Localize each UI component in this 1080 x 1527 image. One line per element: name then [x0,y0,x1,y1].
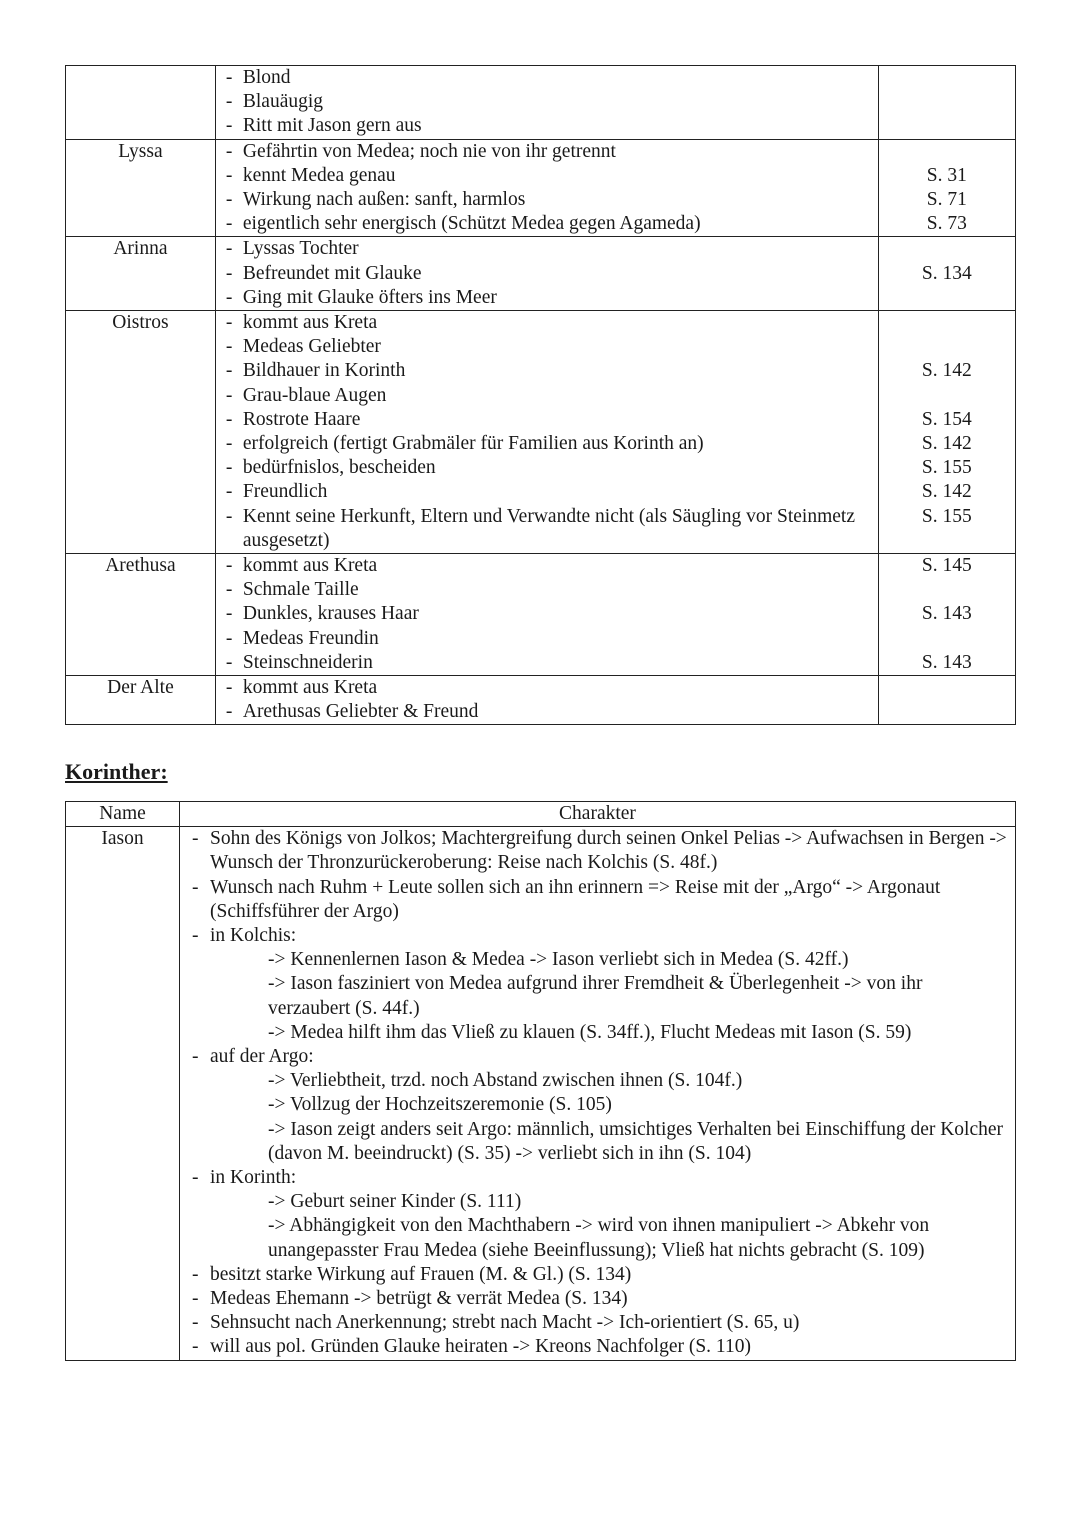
page-reference [879,114,1015,138]
sub-point: -> Iason fasziniert von Medea aufgrund ihrer Fremdheit & Überlegenheit -> von ihr verzaubert (S. 44f.) [268,973,923,1019]
character-name [66,66,216,140]
trait-item: - kommt aus Kreta [226,676,878,700]
trait-item: - Medeas Freundin [226,627,878,651]
trait-item: - Wirkung nach außen: sanft, harmlos [226,188,878,212]
page-reference: S. 142 [921,481,972,503]
page-references [878,311,1015,554]
page-reference: S. 142 [921,360,972,382]
trait-item: - Blond [226,66,878,90]
trait-item: - Dunkles, krauses Haar [226,602,878,626]
table-row [66,66,1016,140]
character-traits [215,676,878,725]
character-traits [215,139,878,237]
character-name: Der Alte [66,676,216,725]
page-reference: S. 134 [921,262,972,284]
trait-item: - Rostrote Haare [226,408,878,432]
trait-bullet: - Sehnsucht nach Anerkennung; strebt nach Macht -> Ich-orientiert (S. 65, u) [188,1311,1007,1335]
characters-table-continued [65,65,1016,725]
page-reference: S. 155 [921,457,972,479]
page-references [878,676,1015,725]
trait-item: - Freundlich [226,480,878,504]
character-name: Lyssa [66,139,216,237]
sub-point: -> Vollzug der Hochzeitszeremonie (S. 105) [268,1094,612,1116]
table-row [66,237,1016,311]
table-row [66,676,1016,725]
trait-item: - erfolgreich (fertigt Grabmäler für Familien aus Korinth an) [226,432,878,456]
trait-item: - kennt Medea genau [226,164,878,188]
trait-item: - Steinschneiderin [226,651,878,675]
page-reference: S. 145 [921,555,972,577]
page-reference [879,90,1015,114]
page-reference [879,384,1015,408]
trait-bullet: - besitzt starke Wirkung auf Frauen (M. & Gl.) (S. 134) [188,1263,1007,1287]
header-name: Name [66,802,180,827]
trait-item: - Schmale Taille [226,578,878,602]
page-reference [879,676,1015,700]
trait-item: - Befreundet mit Glauke [226,262,878,286]
character-description [180,827,1016,1360]
character-name: Arethusa [66,554,216,676]
page-reference [879,286,1015,310]
character-name: Iason [66,827,180,1360]
section-heading-korinther: Korinther: [65,759,168,784]
table-row [66,554,1016,676]
table-row [66,139,1016,237]
trait-item: - Ritt mit Jason gern aus [226,114,878,138]
trait-bullet: - Wunsch nach Ruhm + Leute sollen sich an ihn erinnern => Reise mit der „Argo“ -> Argonaut (Schiffsführer der Argo) [188,876,1007,924]
table-row-iason [66,827,1016,1360]
page-reference [879,140,1015,164]
trait-item: - Kennt seine Herkunft, Eltern und Verwandte nicht (als Säugling vor Steinmetz ausgesetzt) [226,505,878,553]
trait-item: - Ging mit Glauke öfters ins Meer [226,286,878,310]
trait-item: - Bildhauer in Korinth [226,359,878,383]
sub-point: -> Medea hilft ihm das Vließ zu klauen (S. 34ff.), Flucht Medeas mit Iason (S. 59) [268,1021,912,1043]
sub-point: -> Abhängigkeit von den Machthabern -> wird von ihnen manipuliert -> Abkehr von unangepasster Frau Medea (siehe Beeinflussung); Vließ hat nichts gebracht (S. 109) [268,1215,930,1261]
trait-item: - kommt aus Kreta [226,311,878,335]
character-traits [215,311,878,554]
table-row [66,311,1016,554]
trait-item: - bedürfnislos, bescheiden [226,456,878,480]
page-reference: S. 143 [921,651,972,673]
trait-bullet: - Sohn des Königs von Jolkos; Machtergreifung durch seinen Onkel Pelias -> Aufwachsen in Bergen -> Wunsch der Thronzurückeroberung: Reise nach Kolchis (S. 48f.) [188,827,1007,875]
page-reference [879,700,1015,724]
table-header-row [66,802,1016,827]
character-traits [215,237,878,311]
page-references [878,554,1015,676]
page-reference [879,335,1015,359]
page-references [878,139,1015,237]
trait-item: - Arethusas Geliebter & Freund [226,700,878,724]
character-traits [215,66,878,140]
page-reference [879,66,1015,90]
page-references [878,66,1015,140]
trait-item: - Lyssas Tochter [226,237,878,261]
page-reference [879,311,1015,335]
sub-point: -> Iason zeigt anders seit Argo: männlich, umsichtiges Verhalten bei Einschiffung der Kolcher (davon M. beeindruckt) (S. 35) -> verliebt sich in ihn (S. 104) [268,1118,1004,1164]
trait-item: - Medeas Geliebter [226,335,878,359]
page-references [878,237,1015,311]
trait-bullet: - will aus pol. Gründen Glauke heiraten -> Kreons Nachfolger (S. 110) [188,1335,1007,1359]
trait-bullet: - in Kolchis: [188,924,1007,948]
page-reference: S. 73 [926,213,967,235]
page-reference: S. 31 [926,164,967,186]
page-reference: S. 142 [921,432,972,454]
sub-point: -> Verliebtheit, trzd. noch Abstand zwischen ihnen (S. 104f.) [268,1070,743,1092]
page-reference [879,237,1015,261]
trait-item: - Grau-blaue Augen [226,384,878,408]
character-traits [215,554,878,676]
page-reference [879,627,1015,651]
trait-item: - kommt aus Kreta [226,554,878,578]
trait-item: - Blauäugig [226,90,878,114]
page-reference: S. 71 [926,188,967,210]
header-character: Charakter [180,802,1016,827]
page-reference: S. 143 [921,603,972,625]
page-reference: S. 155 [921,505,972,527]
character-name: Oistros [66,311,216,554]
trait-bullet: - Medeas Ehemann -> betrügt & verrät Medea (S. 134) [188,1287,1007,1311]
character-name: Arinna [66,237,216,311]
trait-item: - Gefährtin von Medea; noch nie von ihr getrennt [226,140,878,164]
trait-bullet: - in Korinth: [188,1166,1007,1190]
trait-bullet: - auf der Argo: [188,1045,1007,1069]
korinther-table [65,801,1016,1361]
sub-point: -> Geburt seiner Kinder (S. 111) [268,1191,522,1213]
page-reference: S. 154 [921,408,972,430]
trait-item: - eigentlich sehr energisch (Schützt Medea gegen Agameda) [226,212,878,236]
sub-point: -> Kennenlernen Iason & Medea -> Iason verliebt sich in Medea (S. 42ff.) [268,949,849,971]
page-reference [879,578,1015,602]
